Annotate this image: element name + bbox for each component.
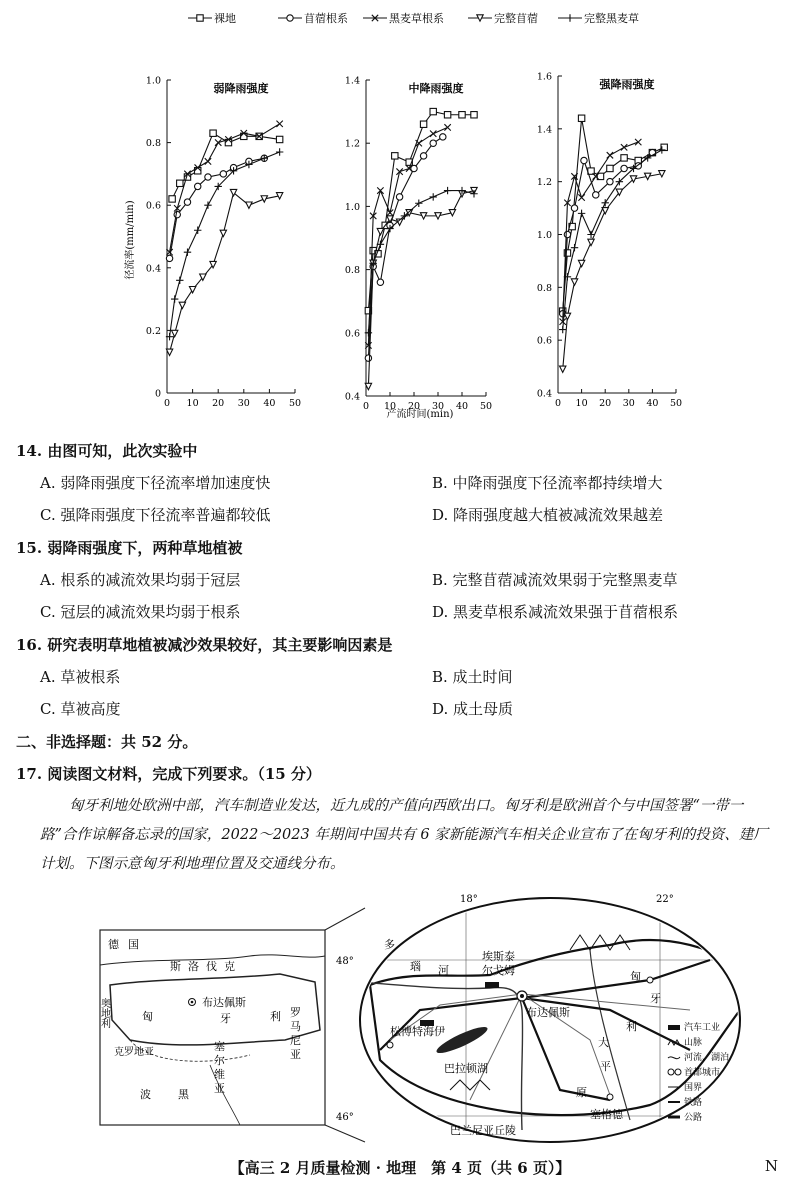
map-label: 斯	[170, 960, 181, 973]
data-point	[430, 193, 437, 200]
data-point	[621, 165, 627, 171]
legend-label: 苜蓿根系	[304, 12, 348, 25]
map-legend-label: 汽车工业	[684, 1023, 721, 1033]
legend-plus-icon	[566, 14, 573, 21]
y-tick-label: 1.0	[536, 230, 552, 241]
x-tick-label: 10	[383, 401, 397, 412]
x-tick-label: 20	[212, 398, 225, 409]
data-point	[276, 136, 282, 142]
legend-label: 裸地	[214, 12, 236, 25]
data-point	[169, 196, 175, 202]
map-label: 尔	[214, 1054, 225, 1067]
x-tick-label: 40	[455, 401, 469, 412]
data-point	[184, 248, 191, 255]
data-point	[578, 194, 584, 200]
x-tick-label: 0	[362, 401, 370, 412]
data-point	[564, 231, 570, 237]
q16-option-a[interactable]: A. 草被根系	[40, 668, 121, 686]
place-label: 平	[600, 1060, 611, 1073]
data-point	[559, 326, 566, 333]
x-tick-label: 50	[479, 401, 493, 412]
y-tick-label: 1.4	[344, 75, 360, 87]
q16-option-b[interactable]: B. 成土时间	[432, 668, 513, 686]
q15-option-b[interactable]: B. 完整苜蓿减流效果弱于完整黑麦草	[432, 571, 678, 589]
data-point	[430, 108, 436, 114]
series-line-3	[368, 191, 474, 387]
data-point	[215, 139, 221, 145]
map-label: 克罗地亚	[114, 1047, 154, 1058]
q14-option-a[interactable]: A. 弱降雨强度下径流率增加速度快	[40, 474, 271, 492]
data-point	[560, 366, 566, 372]
place-label: 河	[438, 964, 449, 977]
place-label: 埃斯泰	[482, 950, 515, 963]
data-point	[220, 171, 226, 177]
data-point	[578, 115, 584, 121]
data-point	[578, 260, 584, 266]
chart-strong-rainfall	[537, 72, 682, 410]
data-point	[171, 330, 177, 336]
q15-stem: 15. 弱降雨强度下，两种草地植被	[16, 539, 243, 557]
x-axis-label: 产流时间(min)	[386, 409, 454, 420]
data-point	[189, 287, 195, 293]
data-point	[607, 165, 613, 171]
data-point	[392, 153, 398, 159]
y-tick-label: 0.6	[344, 328, 360, 340]
place-label: 牙	[650, 992, 661, 1005]
data-point	[396, 194, 402, 200]
q14-option-b[interactable]: B. 中降雨强度下径流率都持续增大	[432, 474, 663, 492]
map-label: 马	[290, 1020, 301, 1033]
latitude-label: 46°	[336, 1112, 354, 1123]
q16-option-c[interactable]: C. 草被高度	[40, 700, 121, 718]
hungary-maps	[90, 890, 790, 1152]
page-footer: 【高三 2 月质量检测 · 地理 第 4 页（共 6 页）】	[229, 1159, 571, 1177]
place-label: 塞格德	[590, 1108, 623, 1121]
map-legend-label: 公路	[684, 1113, 703, 1123]
data-point	[607, 178, 613, 184]
map-label: 罗	[290, 1006, 301, 1019]
chart-legend	[188, 11, 639, 25]
map-label: 国	[128, 938, 139, 951]
y-tick-label: 0.2	[145, 325, 161, 337]
q15-option-d[interactable]: D. 黑麦草根系减流效果强于苜蓿根系	[432, 603, 679, 621]
series-line-0	[563, 118, 664, 311]
chart-title: 弱降雨强度	[213, 82, 269, 95]
legend-label: 黑麦草根系	[389, 12, 444, 25]
series-line-3	[563, 174, 662, 369]
map-label: 尼	[290, 1034, 301, 1047]
y-tick-label: 0.4	[344, 391, 360, 403]
y-tick-label: 0.4	[536, 388, 552, 400]
y-tick-label: 0	[154, 388, 161, 400]
data-point	[194, 227, 201, 234]
q16-stem: 16. 研究表明草地植被减沙效果较好，其主要影响因素是	[16, 636, 393, 654]
place-label: 瑙	[410, 960, 421, 973]
paper-version-flag: N	[764, 1157, 778, 1175]
q17-passage: 匈牙利地处欧洲中部，汽车制造业发达，近九成的产值向西欧出口。匈牙利是欧洲首个与中国签署“一带一路”合作谅解备忘录的国家，2022～2023 年期间中国共有 6 家新能源汽车相关企业宣布了在匈牙利的投资、建厂计划。下图示意匈牙利地理位置及交通线分布。	[40, 798, 768, 872]
x-tick-label: 30	[431, 401, 445, 412]
longitude-label: 22°	[656, 894, 674, 905]
chart-weak-rainfall	[146, 76, 301, 410]
data-point	[602, 199, 609, 206]
y-tick-label: 1.0	[344, 201, 360, 213]
map-label: 布达佩斯	[202, 996, 246, 1009]
q14-option-c[interactable]: C. 强降雨强度下径流率普遍都较低	[40, 506, 271, 524]
data-point	[571, 279, 577, 285]
map-label: 维	[214, 1068, 225, 1081]
place-label: 松博特海伊	[390, 1025, 445, 1038]
data-point	[578, 210, 585, 217]
y-tick-label: 0.8	[145, 138, 161, 150]
data-point	[607, 152, 613, 158]
map-label: 塞	[214, 1040, 225, 1053]
map-label: 波	[140, 1088, 151, 1101]
x-tick-label: 20	[407, 401, 421, 412]
y-tick-label: 0.4	[145, 263, 161, 275]
data-point	[205, 158, 211, 164]
map-legend-label: 山脉	[684, 1038, 703, 1048]
y-tick-label: 0.6	[145, 200, 161, 212]
data-point	[176, 277, 183, 284]
chart-title: 中降雨强度	[408, 82, 464, 95]
latitude-label: 48°	[336, 956, 354, 967]
map-label: 利	[270, 1010, 281, 1023]
data-point	[459, 112, 465, 118]
place-label: 巴拉顿湖	[444, 1062, 488, 1075]
x-tick-label: 30	[237, 398, 250, 409]
data-point	[581, 157, 587, 163]
city-icon	[668, 1069, 674, 1075]
map-label: 伐	[206, 960, 217, 973]
data-point	[195, 183, 201, 189]
place-label: 匈	[630, 970, 641, 983]
capital-icon	[675, 1069, 681, 1075]
data-point	[377, 279, 383, 285]
x-tick-label: 10	[186, 398, 199, 409]
y-tick-label: 0.8	[344, 265, 360, 277]
place-label: 布达佩斯	[526, 1006, 570, 1019]
map-legend-label: 首都城市	[684, 1068, 721, 1078]
data-point	[365, 355, 371, 361]
data-point	[588, 239, 594, 245]
chart-medium-rainfall	[345, 76, 492, 413]
q14-option-d[interactable]: D. 降雨强度越大植被减流效果越差	[432, 506, 664, 524]
data-point	[635, 139, 641, 145]
map-legend-label: 铁路	[684, 1098, 703, 1108]
y-tick-label: 1.2	[344, 138, 360, 150]
x-tick-label: 30	[622, 398, 635, 409]
data-point	[420, 121, 426, 127]
data-point	[184, 199, 190, 205]
data-point	[177, 180, 183, 186]
car-industry-icon	[668, 1025, 680, 1030]
x-tick-label: 20	[599, 398, 612, 409]
x-tick-label: 0	[554, 398, 562, 409]
runoff-charts	[0, 0, 800, 430]
data-point	[420, 153, 426, 159]
x-tick-label: 50	[669, 398, 683, 409]
data-point	[174, 211, 180, 217]
map-label: 亚	[214, 1082, 225, 1095]
data-point	[440, 134, 446, 140]
series-line-3	[170, 193, 280, 353]
data-point	[444, 124, 450, 130]
longitude-label: 18°	[460, 894, 478, 905]
map-label: 黑	[178, 1088, 189, 1101]
legend-square-icon	[197, 15, 203, 21]
map-label: 匈	[142, 1010, 153, 1023]
place-label: 利	[626, 1020, 637, 1033]
legend-circle-icon	[287, 15, 293, 21]
y-tick-label: 0.8	[536, 282, 552, 294]
chart-title: 强降雨强度	[599, 78, 655, 91]
map-label: 牙	[220, 1012, 231, 1025]
y-tick-label: 1.6	[536, 71, 552, 83]
place-label: 多	[384, 938, 395, 951]
data-point	[444, 112, 450, 118]
y-tick-label: 1.0	[145, 75, 161, 87]
map-legend-label: 国界	[684, 1083, 703, 1093]
x-tick-label: 40	[646, 398, 659, 409]
hungary-detail-map	[350, 890, 750, 1150]
data-point	[166, 255, 172, 261]
q17-stem: 17. 阅读图文材料，完成下列要求。（15 分）	[16, 765, 321, 783]
data-point	[204, 202, 211, 209]
data-point	[179, 302, 185, 308]
legend-label: 完整黑麦草	[584, 12, 639, 25]
data-point	[205, 174, 211, 180]
map-label: 德	[108, 938, 119, 951]
map-label: 奥地利	[98, 998, 110, 1028]
q15-option-c[interactable]: C. 冠层的减流效果均弱于根系	[40, 603, 241, 621]
data-point	[210, 130, 216, 136]
data-point	[377, 187, 383, 193]
section-2-heading: 二、非选择题：共 52 分。	[16, 733, 198, 751]
data-point	[444, 187, 451, 194]
data-point	[621, 144, 627, 150]
place-label: 大	[598, 1036, 609, 1049]
x-tick-label: 0	[163, 398, 171, 409]
map-label: 亚	[290, 1048, 301, 1061]
x-tick-label: 50	[288, 398, 302, 409]
place-label: 巴兰尼亚丘陵	[450, 1124, 516, 1137]
map-label: 克	[224, 960, 235, 973]
data-point	[621, 155, 627, 161]
x-tick-label: 40	[263, 398, 276, 409]
y-tick-label: 1.4	[536, 124, 552, 136]
data-point	[471, 112, 477, 118]
data-point	[220, 230, 226, 236]
data-point	[571, 205, 577, 211]
place-label: 原	[576, 1086, 587, 1099]
data-point	[430, 131, 436, 137]
q14-stem: 14. 由图可知，此次实验中	[16, 442, 198, 460]
legend-label: 完整苜蓿	[494, 12, 538, 25]
x-tick-label: 10	[575, 398, 588, 409]
data-point	[246, 202, 252, 208]
place-label: 尔戈姆	[482, 964, 515, 977]
data-point	[171, 295, 178, 302]
q16-option-d[interactable]: D. 成土母质	[432, 700, 514, 718]
y-tick-label: 0.6	[536, 335, 552, 347]
q15-option-a[interactable]: A. 根系的减流效果均弱于冠层	[40, 571, 241, 589]
data-point	[571, 244, 578, 251]
data-point	[276, 148, 283, 155]
y-axis-label: 径流率(mm/min)	[125, 200, 136, 280]
data-point	[430, 140, 436, 146]
map-label: 洛	[188, 960, 199, 973]
map-legend-label: 河流、湖泊	[684, 1053, 730, 1063]
series-line-1	[170, 158, 265, 258]
data-point	[593, 192, 599, 198]
y-tick-label: 1.2	[536, 177, 552, 189]
data-point	[276, 121, 282, 127]
